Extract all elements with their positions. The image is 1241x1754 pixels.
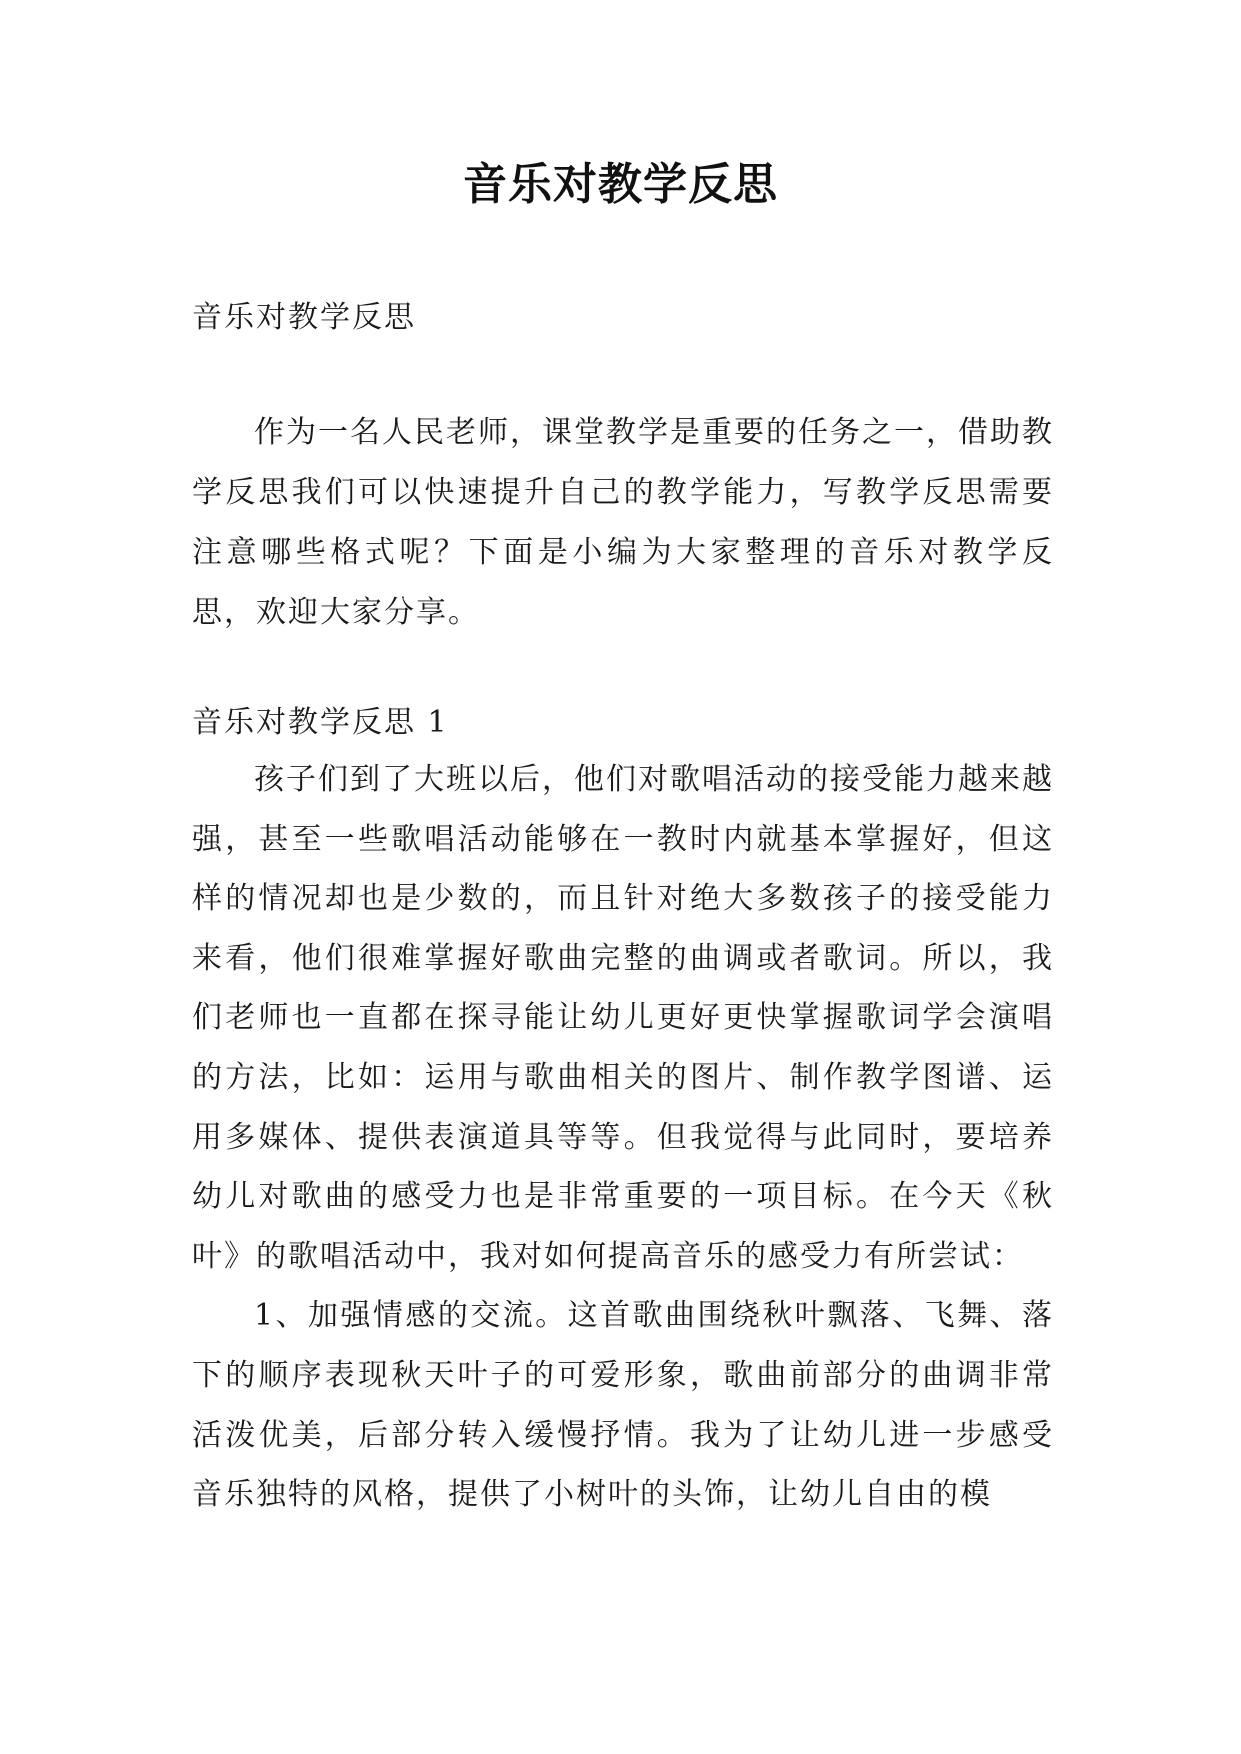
body-paragraph-1: 孩子们到了大班以后，他们对歌唱活动的接受能力越来越强，甚至一些歌唱活动能够在一教时内就基本掌握好，但这样的情况却也是少数的，而且针对绝大多数孩子的接受能力来看，他们很难掌握好歌曲完整的曲调或者歌词。所以，我们老师也一直都在探寻能让幼儿更好更快掌握歌词学会演唱的方法，比如：运用与歌曲相关的图片、制作教学图谱、运用多媒体、提供表演道具等等。但我觉得与此同时，要培养幼儿对歌曲的感受力也是非常重要的一项目标。在今天《秋叶》的歌唱活动中，我对如何提高音乐的感受力有所尝试： xyxy=(192,762,1054,1274)
document-subtitle: 音乐对教学反思 xyxy=(192,300,416,335)
document-title: 音乐对教学反思 xyxy=(463,159,778,210)
intro-paragraph: 作为一名人民老师，课堂教学是重要的任务之一，借助教学反思我们可以快速提升自己的教学能力，写教学反思需要注意哪些格式呢？下面是小编为大家整理的音乐对教学反思，欢迎大家分享。 xyxy=(192,415,1054,630)
section-heading: 音乐对教学反思 1 xyxy=(192,705,449,740)
body-paragraph-2: 1、加强情感的交流。这首歌曲围绕秋叶飘落、飞舞、落下的顺序表现秋天叶子的可爱形象，歌曲前部分的曲调非常活泼优美，后部分转入缓慢抒情。我为了让幼儿进一步感受音乐独特的风格，提供了小树叶的头饰，让幼儿自由的模 xyxy=(192,1298,1054,1513)
section-body xyxy=(192,750,1054,1525)
